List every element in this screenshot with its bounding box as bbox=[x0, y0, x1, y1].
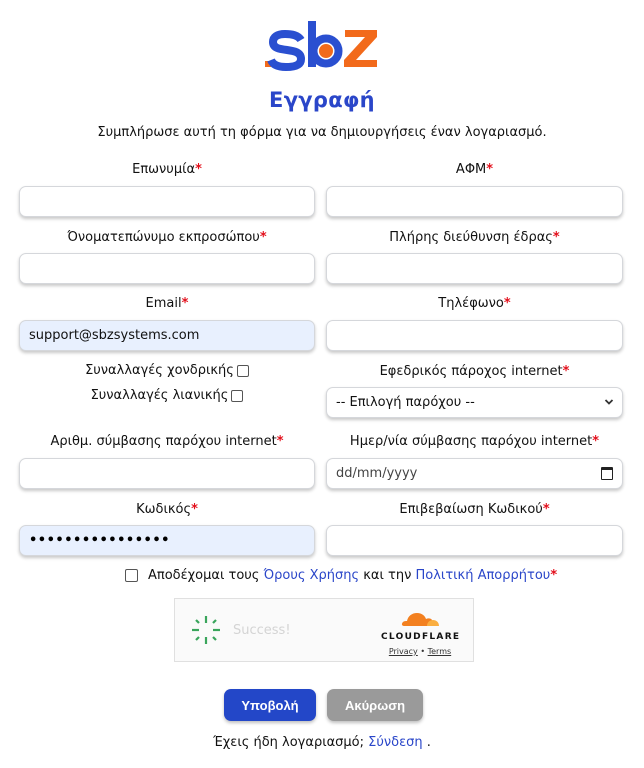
wholesale-label: Συναλλαγές χονδρικής bbox=[85, 363, 234, 378]
page-subtitle: Συμπλήρωσε αυτή τη φόρμα για να δημιουργήσεις έναν λογαριασμό. bbox=[97, 125, 547, 140]
required-mark: * bbox=[550, 568, 558, 583]
backup-isp-selected: -- Επιλογή παρόχου -- bbox=[336, 395, 475, 410]
wholesale-checkbox[interactable] bbox=[237, 365, 249, 377]
cloudflare-logo bbox=[381, 609, 459, 656]
retail-label: Συναλλαγές λιανικής bbox=[90, 388, 229, 403]
required-mark: * bbox=[195, 162, 202, 177]
isp-contract-no-input[interactable] bbox=[19, 458, 315, 489]
login-prompt bbox=[0, 735, 644, 750]
captcha-privacy-link[interactable]: Privacy bbox=[388, 647, 418, 656]
password-confirm-label: Επιβεβαίωση Κωδικού* bbox=[399, 502, 550, 517]
phone-label: Τηλέφωνο* bbox=[438, 296, 511, 311]
calendar-icon[interactable] bbox=[601, 467, 613, 480]
required-mark: * bbox=[503, 296, 511, 311]
terms-prefix: Αποδέχομαι τους bbox=[148, 568, 260, 583]
retail-checkbox[interactable] bbox=[231, 390, 243, 402]
backup-isp-label: Εφεδρικός πάροχος internet* bbox=[379, 364, 570, 379]
privacy-policy-link[interactable]: Πολιτική Απορρήτου bbox=[415, 568, 551, 583]
date-placeholder: dd/mm/yyyy bbox=[336, 466, 418, 481]
sbz-logo-icon bbox=[263, 20, 381, 72]
required-mark: * bbox=[486, 162, 494, 177]
terms-row bbox=[125, 568, 557, 583]
captcha-link-separator: • bbox=[420, 647, 426, 656]
representative-label: Όνοματεπώνυμο εκπροσώπου* bbox=[67, 230, 267, 245]
retail-checkbox-row[interactable] bbox=[19, 388, 315, 403]
spinner-icon bbox=[190, 614, 222, 646]
cloudflare-cloud-icon bbox=[400, 609, 440, 627]
company-name-input[interactable] bbox=[19, 186, 315, 217]
wholesale-checkbox-row[interactable] bbox=[19, 363, 315, 378]
required-mark: * bbox=[562, 364, 570, 379]
password-input[interactable] bbox=[19, 525, 315, 556]
isp-contract-date-label: Ημερ/νία σύμβασης παρόχου internet* bbox=[349, 434, 600, 449]
required-mark: * bbox=[592, 434, 600, 449]
required-mark: * bbox=[276, 434, 284, 449]
isp-contract-date-input[interactable] bbox=[326, 458, 623, 489]
brand-logo bbox=[0, 20, 644, 76]
required-mark: * bbox=[181, 296, 189, 311]
address-label: Πλήρης διεύθυνση έδρας* bbox=[389, 230, 560, 245]
address-input[interactable] bbox=[326, 253, 623, 284]
terms-checkbox[interactable] bbox=[125, 569, 138, 582]
required-mark: * bbox=[552, 230, 560, 245]
vat-input[interactable] bbox=[326, 186, 623, 217]
captcha-status: Success! bbox=[233, 623, 291, 638]
representative-input[interactable] bbox=[19, 253, 315, 284]
email-label: Email* bbox=[145, 296, 189, 311]
cloudflare-wordmark: CLOUDFLARE bbox=[381, 632, 461, 642]
cloudflare-links bbox=[381, 647, 459, 656]
login-prompt-text: Έχεις ήδη λογαριασμό; bbox=[213, 735, 365, 750]
cancel-button[interactable]: Ακύρωση bbox=[327, 689, 423, 721]
password-confirm-input[interactable] bbox=[326, 525, 623, 556]
terms-of-use-link[interactable]: Όρους Χρήσης bbox=[263, 568, 360, 583]
vat-label: ΑΦΜ* bbox=[455, 162, 494, 177]
cloudflare-captcha[interactable] bbox=[174, 598, 474, 662]
password-mask: •••••••••••••••• bbox=[29, 533, 170, 548]
captcha-terms-link[interactable]: Terms bbox=[427, 647, 452, 656]
submit-button[interactable]: Υποβολή bbox=[224, 689, 316, 721]
company-name-label: Επωνυμία* bbox=[132, 162, 202, 177]
phone-input[interactable] bbox=[326, 320, 623, 351]
password-label: Κωδικός* bbox=[136, 502, 198, 517]
chevron-down-icon bbox=[604, 397, 614, 407]
required-mark: * bbox=[191, 502, 198, 517]
login-prompt-suffix: . bbox=[426, 735, 431, 750]
required-mark: * bbox=[259, 230, 267, 245]
terms-middle: και την bbox=[363, 568, 412, 583]
email-input[interactable]: support@sbzsystems.com bbox=[19, 320, 315, 351]
backup-isp-select[interactable] bbox=[326, 387, 623, 418]
required-mark: * bbox=[542, 502, 550, 517]
page-title: Εγγραφή bbox=[269, 88, 375, 112]
isp-contract-no-label: Αριθμ. σύμβασης παρόχου internet* bbox=[50, 434, 284, 449]
login-link[interactable]: Σύνδεση bbox=[368, 735, 423, 750]
